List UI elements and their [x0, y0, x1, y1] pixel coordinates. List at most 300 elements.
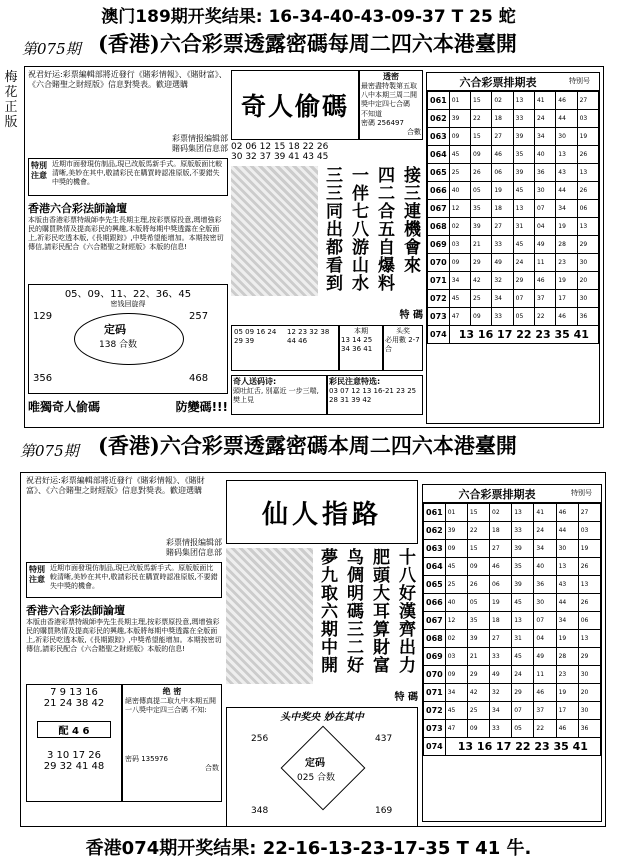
rank-cell: 09	[449, 254, 470, 272]
rank-cell: 41	[534, 92, 555, 110]
rank-cell: 01	[445, 504, 467, 522]
rank-issue: 062	[428, 110, 450, 128]
rank-cell: 26	[577, 182, 598, 200]
rank-cell: 02	[490, 504, 512, 522]
rank-cell: 15	[471, 92, 492, 110]
rank-cell: 33	[512, 522, 534, 540]
rank-cell: 06	[490, 576, 512, 594]
issue-signature: 第075期	[22, 40, 81, 58]
rank-cell: 09	[471, 308, 492, 326]
forum-text-2: 本版由香港彩票特級師李先生長期主理,按彩票原投意,瑪增強彩民的購買熱情及提高彩民的興趣,本版將每期中獎透露在全版面上,祈彩民吃透本版,《長期跟踪》,中獎希望能增加。本期按密切傳信,請彩民配合《六合賭聖之財經版》本版的信息!	[26, 618, 222, 653]
rank-cell: 37	[534, 290, 555, 308]
notice-box-2	[26, 562, 222, 598]
rank-row	[424, 594, 601, 612]
rank-cell: 44	[556, 522, 578, 540]
rank-cell: 05	[471, 182, 492, 200]
rank-cell: 13	[512, 504, 534, 522]
slogan-row	[28, 398, 228, 415]
forum-title-2: 香港六合彩法師論壇	[26, 604, 125, 617]
tou-text: 必用數 2-7 合	[385, 336, 420, 353]
rank-cell: 49	[490, 666, 512, 684]
rank-row	[428, 92, 599, 110]
rank-cell: 24	[513, 254, 534, 272]
rank-cell: 12	[445, 612, 467, 630]
rank-cell: 27	[490, 540, 512, 558]
rank-cell: 15	[467, 504, 489, 522]
rank-cell: 29	[577, 236, 598, 254]
rank-cell: 13	[556, 146, 577, 164]
rank-cell: 31	[513, 218, 534, 236]
rank-cell: 24	[534, 110, 555, 128]
rank-cell: 02	[492, 92, 513, 110]
xian-ding-box	[226, 707, 418, 827]
rank-cell: 06	[492, 164, 513, 182]
rank-cell: 19	[577, 128, 598, 146]
rank-issue: 073	[428, 308, 450, 326]
rank-cell: 44	[556, 594, 578, 612]
rank-cell: 27	[490, 630, 512, 648]
rank-cell: 23	[556, 254, 577, 272]
qiren-title: 奇人偷碼	[231, 70, 359, 140]
rank-cell: 18	[490, 522, 512, 540]
num-256: 256	[251, 734, 269, 744]
rank-row	[428, 182, 599, 200]
rank-cell: 19	[556, 218, 577, 236]
side-label: 梅花正版	[4, 70, 18, 130]
rank-row	[428, 200, 599, 218]
rank-cell: 43	[556, 576, 578, 594]
rank-cell: 27	[492, 218, 513, 236]
dept-1b: 彩票情报编辑部	[166, 538, 222, 547]
rank-cell: 12	[449, 200, 470, 218]
notice2-title: 彩民注意特选:	[329, 377, 381, 386]
rank-cell: 03	[445, 648, 467, 666]
rank-cell: 19	[490, 594, 512, 612]
notice-text-2: 近期市面發現仿制品,現已改版馬新手式。原版版面比較清晰,美妙在其中,敬請彩民在購買時認准原版,不要錯失中獎的機會。	[50, 564, 218, 590]
rank-cell: 39	[513, 128, 534, 146]
rank-cell: 07	[513, 290, 534, 308]
rank-cell: 36	[578, 720, 600, 738]
rank-cell: 45	[513, 236, 534, 254]
rank-issue: 070	[428, 254, 450, 272]
top-middle-column	[231, 70, 423, 425]
rank-cell: 13	[578, 576, 600, 594]
rank-issue: 064	[428, 146, 450, 164]
pei-box	[26, 684, 122, 802]
rank-row	[424, 702, 601, 720]
rank-cell: 26	[578, 594, 600, 612]
poem2-box	[231, 375, 327, 415]
rank-cell: 30	[577, 290, 598, 308]
rank-cell: 04	[534, 630, 556, 648]
slogan-2: 防變碼!!!	[175, 400, 228, 414]
rank-cell: 19	[492, 182, 513, 200]
shake-label: 密钱回旋得	[110, 300, 146, 308]
rank-cell: 27	[492, 128, 513, 146]
secret-text: 最密盡特製第五取八中本期三周二開獎中定四七合碼	[361, 82, 417, 108]
secret-code: 密碼 256497	[361, 119, 404, 127]
rank-row	[424, 630, 601, 648]
rank-cell: 25	[445, 576, 467, 594]
dept-1: 彩票情报编辑部	[172, 134, 228, 143]
bottom-middle-column	[226, 480, 418, 824]
rank-issue: 068	[428, 218, 450, 236]
rank-cell: 46	[492, 146, 513, 164]
rank-cell: 49	[534, 648, 556, 666]
rank-cell: 40	[449, 182, 470, 200]
rank-row	[424, 666, 601, 684]
rank-cell: 46	[556, 92, 577, 110]
rank-cell: 22	[534, 308, 555, 326]
pei-label: 配 4 6	[37, 721, 111, 738]
rank-cell: 34	[534, 128, 555, 146]
rank-cell: 18	[492, 200, 513, 218]
left-nums-3: 3 10 17 26	[46, 750, 102, 761]
rank-cell: 46	[490, 558, 512, 576]
rank-cell: 13	[513, 200, 534, 218]
rank-cell: 46	[556, 720, 578, 738]
rank-latest-nums: 13 16 17 22 23 35 41	[449, 326, 598, 344]
rank-cell: 05	[467, 594, 489, 612]
slogan-1: 唯獨奇人偷碼	[28, 400, 101, 414]
rank-cell: 45	[512, 648, 534, 666]
issue-signature-2: 第075期	[20, 442, 79, 460]
left-nums-1: 7 9 13 16	[50, 687, 98, 698]
rank-row	[424, 558, 601, 576]
rank-row	[428, 110, 599, 128]
rank-cell: 49	[492, 254, 513, 272]
rank-issue: 062	[424, 522, 446, 540]
rank-cell: 23	[556, 666, 578, 684]
num-257: 257	[189, 311, 209, 322]
rank-issue: 063	[428, 128, 450, 146]
rank-row	[428, 146, 599, 164]
xian-col-3: 鸟倜明碼三二好	[343, 548, 363, 674]
rank-cell: 26	[471, 164, 492, 182]
rank-issue: 065	[424, 576, 446, 594]
rank-issue: 064	[424, 558, 446, 576]
rank-cell: 13	[577, 218, 598, 236]
forum-text: 本版由香港彩票特級師李先生長期主理,按彩票原投意,瑪增強彩民的購買熱情及提高彩民的興趣,本版將每期中獎透露在全版面上,祈彩民吃透本版,《長期跟踪》,中獎希望能增加。本期按密切傳信,請彩民配合《六合賭聖之財經版》本版的信息!	[28, 216, 224, 251]
poem-special: 特 碼	[399, 310, 423, 321]
rank-cell: 20	[577, 272, 598, 290]
rank-cell: 39	[449, 110, 470, 128]
rank-tag-2: 特别号	[571, 489, 592, 497]
rank-cell: 26	[467, 576, 489, 594]
rank-cell: 28	[556, 236, 577, 254]
rank-row	[424, 612, 601, 630]
rank-cell: 33	[513, 110, 534, 128]
rank-cell: 05	[513, 308, 534, 326]
rank-cell: 39	[467, 630, 489, 648]
rank-issue: 072	[428, 290, 450, 308]
rank-cell: 37	[534, 702, 556, 720]
rank-cell: 03	[449, 236, 470, 254]
rank-cell: 45	[513, 182, 534, 200]
rank-cell: 33	[492, 236, 513, 254]
bq-box	[339, 325, 383, 371]
rank-cell: 11	[534, 254, 555, 272]
rank-cell: 27	[577, 92, 598, 110]
rank-cell: 39	[513, 164, 534, 182]
left-nums-2: 21 24 38 42	[43, 698, 105, 709]
rank-issue: 072	[424, 702, 446, 720]
rank-cell: 39	[471, 218, 492, 236]
rank-row	[428, 308, 599, 326]
rank-cell: 39	[445, 522, 467, 540]
rank-issue: 069	[428, 236, 450, 254]
qiren-nums-1: 02 06 12 15 18 22 26	[231, 142, 329, 152]
rank-issue: 071	[428, 272, 450, 290]
rank-cell: 09	[471, 146, 492, 164]
left-nums-4: 29 32 41 48	[43, 761, 105, 772]
rank-issue: 070	[424, 666, 446, 684]
tou-title: 头奖	[396, 327, 410, 335]
rank-cell: 24	[534, 522, 556, 540]
rank-issue: 073	[424, 720, 446, 738]
rank-row	[428, 128, 599, 146]
rank-cell: 34	[534, 540, 556, 558]
rank-cell: 28	[556, 648, 578, 666]
rank-cell: 34	[556, 612, 578, 630]
rank-cell: 45	[449, 146, 470, 164]
rank-cell: 05	[512, 720, 534, 738]
jue-text: 絕密傳真提二取九中本期五開一八獎中定四三合碼 不知:	[125, 697, 216, 714]
rank-cell: 33	[490, 648, 512, 666]
rank-row	[424, 540, 601, 558]
notice-text: 近期市面發現仿制品,現已改版馬新手式。原版版面比較清晰,美妙在其中,敬請彩民在購買時認准原版,不要錯失中獎的機會。	[52, 160, 223, 186]
rank-cell: 30	[556, 540, 578, 558]
jue-code: 密码 135976	[125, 755, 168, 763]
ding-label: 定码	[104, 323, 126, 336]
notice2-box	[327, 375, 423, 415]
rank-cell: 35	[512, 558, 534, 576]
greeting: 祝君好运:彩票編輯部將近發行《賭彩情報》、《賭財富》、《六合賭聖之財經版》信息對獎表。歡迎選購	[28, 70, 227, 89]
rank-issue: 066	[424, 594, 446, 612]
rank-cell: 22	[534, 720, 556, 738]
rank-row	[428, 164, 599, 182]
dept-2: 賭码集团信息部	[172, 144, 228, 153]
rank-issue: 061	[428, 92, 450, 110]
bottom-ranking-box	[422, 484, 602, 822]
rank-issue: 067	[424, 612, 446, 630]
rank-cell: 42	[467, 684, 489, 702]
rank-cell: 20	[578, 684, 600, 702]
rank-issue: 063	[424, 540, 446, 558]
rank-cell: 09	[445, 540, 467, 558]
rank-cell: 29	[467, 666, 489, 684]
forum-title: 香港六合彩法師論壇	[28, 202, 127, 215]
jue-title: 绝 密	[162, 687, 182, 696]
rank-cell: 46	[556, 308, 577, 326]
rank-cell: 25	[449, 164, 470, 182]
rank-cell: 07	[534, 612, 556, 630]
rank-cell: 24	[512, 666, 534, 684]
gua-mid: 12 23 32 38 44 46	[287, 328, 330, 345]
rank-issue: 065	[428, 164, 450, 182]
rank-row	[428, 272, 599, 290]
poem-col-3: 一伴七八游山水	[348, 166, 368, 292]
rank-cell: 09	[467, 720, 489, 738]
rank-cell: 27	[578, 504, 600, 522]
num-356: 356	[33, 373, 53, 384]
rank-cell: 17	[556, 290, 577, 308]
rank-row	[424, 738, 601, 756]
rank-cell: 35	[513, 146, 534, 164]
dept-2b: 賭码集团信息部	[166, 548, 222, 557]
bq-nums: 13 14 25 34 36 41	[341, 336, 373, 353]
num-468: 468	[189, 373, 209, 384]
rank-cell: 02	[449, 218, 470, 236]
poem-col-4: 三三同出都看到	[322, 166, 342, 292]
rank-cell: 49	[534, 236, 555, 254]
xian-col-1: 十八好漢齊出力	[395, 548, 415, 674]
rank-cell: 19	[556, 272, 577, 290]
rank-cell: 01	[449, 92, 470, 110]
rank-cell: 13	[513, 92, 534, 110]
jue-sum: 合数	[205, 764, 219, 772]
rank-cell: 04	[534, 218, 555, 236]
num-169: 169	[375, 806, 393, 816]
notice2-nums: 03 07 12 13 16-21 23 25 28 31 39 42	[329, 387, 417, 404]
rank-issue: 074	[428, 326, 450, 344]
rank-cell: 09	[449, 128, 470, 146]
rank-issue: 074	[424, 738, 446, 756]
rank-cell: 32	[492, 272, 513, 290]
rank-cell: 35	[471, 200, 492, 218]
rank-title-2: 六合彩票排期表	[458, 487, 536, 501]
rank-cell: 13	[556, 558, 578, 576]
rank-issue: 069	[424, 648, 446, 666]
xian-title: 仙人指路	[226, 480, 418, 544]
bottom-left-column	[26, 476, 222, 824]
rank-row	[428, 326, 599, 344]
rank-cell: 18	[492, 110, 513, 128]
rank-cell: 44	[556, 110, 577, 128]
rank-title: 六合彩票排期表	[459, 75, 537, 89]
num-437: 437	[375, 734, 393, 744]
rank-cell: 13	[578, 630, 600, 648]
rank-issue: 068	[424, 630, 446, 648]
rank-cell: 40	[534, 146, 555, 164]
secret-box	[359, 70, 423, 140]
rank-cell: 40	[534, 558, 556, 576]
rank-cell: 36	[534, 576, 556, 594]
xian-ding: 定码	[305, 758, 325, 769]
rank-row	[424, 684, 601, 702]
xian-banner: 头中奖央 妙在其中	[280, 712, 364, 723]
rank-cell: 02	[445, 630, 467, 648]
rank-issue: 066	[428, 182, 450, 200]
secret-sum: 合數	[407, 128, 421, 136]
ding-box	[28, 284, 228, 394]
num-348: 348	[251, 806, 269, 816]
rank-row	[424, 504, 601, 522]
xian-col-4: 夢九取六期中開	[317, 548, 337, 674]
rank-cell: 17	[556, 702, 578, 720]
rank-cell: 29	[471, 254, 492, 272]
bottom-result: 香港074期开奖结果: 22-16-13-23-17-35 T 41 牛.	[85, 838, 532, 859]
rank-cell: 34	[492, 290, 513, 308]
rank-cell: 30	[578, 702, 600, 720]
xian-he: 025 合数	[297, 773, 336, 783]
rank-row	[424, 720, 601, 738]
top-nums: 05、09、11、22、36、45	[64, 289, 192, 300]
rank-issue: 067	[428, 200, 450, 218]
rank-cell: 07	[534, 200, 555, 218]
rank-cell: 33	[492, 308, 513, 326]
rank-cell: 29	[512, 684, 534, 702]
rank-cell: 45	[445, 702, 467, 720]
rank-cell: 21	[471, 236, 492, 254]
rank-cell: 06	[578, 612, 600, 630]
rank-cell: 34	[449, 272, 470, 290]
rank-cell: 29	[513, 272, 534, 290]
rank-cell: 33	[490, 720, 512, 738]
rank-cell: 19	[578, 540, 600, 558]
rank-cell: 21	[467, 648, 489, 666]
rank-cell: 22	[467, 522, 489, 540]
header-1: (香港)六合彩票透露密碼每周二四六本港臺開	[98, 31, 517, 56]
poem2-text: 頭吐紅舌, 別嘉近 一步三喘, 樊上見	[233, 387, 319, 404]
rank-cell: 18	[490, 612, 512, 630]
rank-cell: 46	[534, 272, 555, 290]
rank-cell: 32	[490, 684, 512, 702]
rank-cell: 13	[577, 164, 598, 182]
rank-row	[428, 218, 599, 236]
rank-row	[424, 648, 601, 666]
rank-row	[428, 290, 599, 308]
ranking-table-2	[423, 503, 601, 756]
rank-cell: 30	[577, 254, 598, 272]
xian-col-2: 肥頭大耳算財富	[369, 548, 389, 674]
rank-tag: 特别号	[569, 77, 590, 85]
rank-cell: 09	[445, 666, 467, 684]
rank-cell: 30	[534, 182, 555, 200]
rank-cell: 11	[534, 666, 556, 684]
rank-cell: 26	[577, 146, 598, 164]
notice-label: 特別注意	[31, 161, 47, 180]
rank-cell: 45	[445, 558, 467, 576]
rank-cell: 34	[490, 702, 512, 720]
rank-cell: 30	[578, 666, 600, 684]
num-129: 129	[33, 311, 53, 322]
rank-cell: 44	[556, 182, 577, 200]
gua-left: 05 09 16 24 29 39	[234, 328, 277, 345]
rank-cell: 34	[556, 200, 577, 218]
top-ranking-box	[426, 72, 600, 424]
header-2: (香港)六合彩票透露密碼本周二四六本港臺開	[98, 433, 517, 458]
poem-col-1: 接三連機會來	[400, 166, 420, 274]
tou-box	[383, 325, 423, 371]
rank-cell: 43	[556, 164, 577, 182]
rank-issue: 061	[424, 504, 446, 522]
rank-cell: 19	[556, 684, 578, 702]
rank-cell: 40	[445, 594, 467, 612]
greeting-2: 祝君好运:彩票編輯部將近發行《賭彩情報》、《賭財富》、《六合賭聖之財經版》信息對獎表。歡迎選購	[26, 476, 205, 495]
rank-cell: 39	[512, 540, 534, 558]
xian-special: 特 碼	[394, 692, 418, 703]
ranking-table	[427, 91, 599, 344]
rank-cell: 13	[512, 612, 534, 630]
rank-cell: 29	[578, 648, 600, 666]
rank-cell: 07	[512, 702, 534, 720]
rank-cell: 15	[467, 540, 489, 558]
poem-col-2: 四二合五自爆料	[374, 166, 394, 292]
rank-latest-nums: 13 16 17 22 23 35 41	[445, 738, 600, 756]
rank-cell: 36	[577, 308, 598, 326]
jue-box	[122, 684, 222, 802]
